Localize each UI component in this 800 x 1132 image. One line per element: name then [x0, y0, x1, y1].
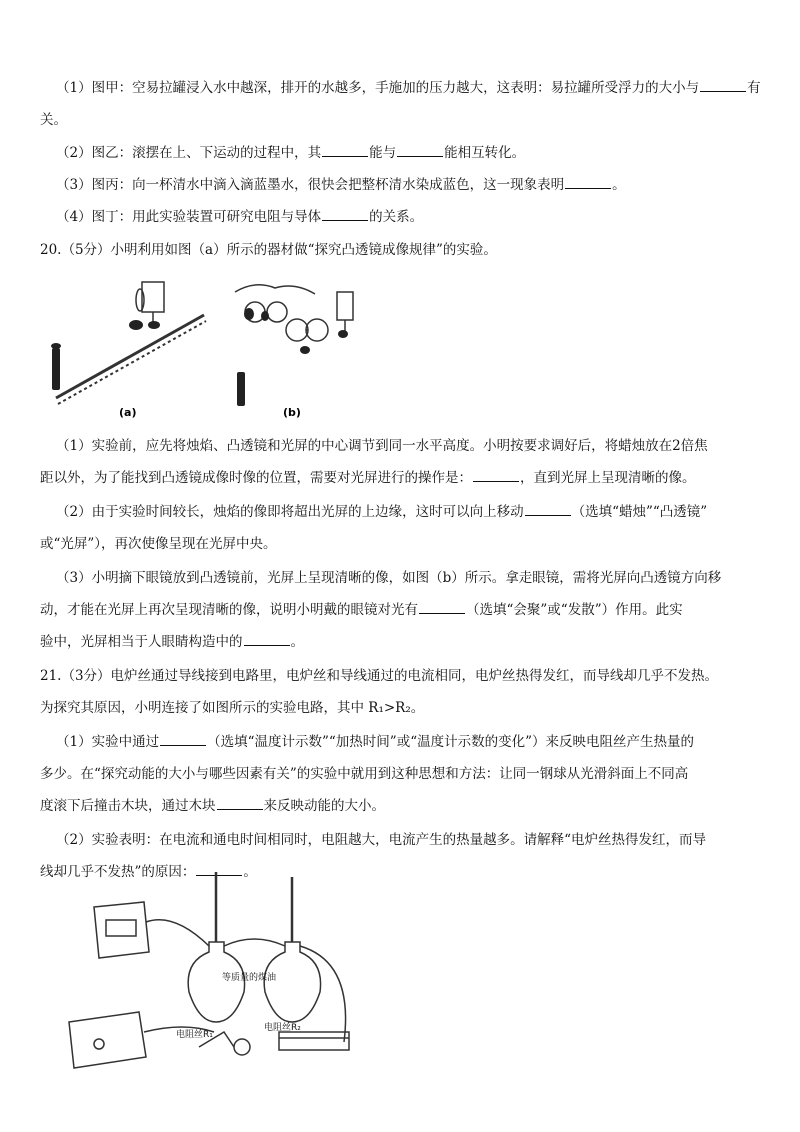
q19-item-3-tail: 。	[612, 177, 626, 193]
q21-part1-line1-tail: （选填“温度计示数”“加热时间”或“温度计示数的变化”）来反映电阻丝产生热量的	[207, 734, 695, 750]
answer-blank[interactable]	[419, 601, 465, 614]
q20-part2-line1-tail: （选填“蜡烛”“凸透镜”	[571, 504, 708, 520]
answer-blank[interactable]	[217, 797, 263, 810]
figure-label-r2: 电阻丝R₂	[264, 1023, 301, 1033]
q20-part3-line3-text: 验中，光屏相当于人眼睛构造中的	[40, 634, 243, 650]
q20-part3-line3	[40, 632, 304, 652]
q20-part2-line1-text: （2）由于实验时间较长，烛焰的像即将超出光屏的上边缘，这时可以向上移动	[56, 504, 524, 520]
answer-blank[interactable]	[700, 79, 746, 92]
q19-item-1-tail: 有	[747, 80, 761, 96]
q19-item-4-text: （4）图丁：用此实验装置可研究电阻与导体	[56, 209, 322, 225]
q21-line2: 为探究其原因，小明连接了如图所示的实验电路，其中 R₁>R₂。	[40, 700, 425, 716]
q20-part1-line1: （1）实验前，应先将烛焰、凸透镜和光屏的中心调节到同一水平高度。小明按要求调好后，将蜡烛放在2倍焦	[56, 438, 708, 454]
q21-part1-line1	[56, 732, 694, 752]
q20-part1-line2	[40, 468, 696, 488]
q21-part1-line1-text: （1）实验中通过	[56, 734, 160, 750]
figure-a-label: (a)	[119, 406, 137, 419]
q19-item-1	[56, 78, 761, 98]
figure-a-optical-bench	[44, 270, 214, 420]
figure-label-r1: 电阻丝R₁	[176, 1030, 213, 1040]
q21-part2-line2-tail: 。	[243, 864, 257, 880]
q19-item-3	[56, 175, 626, 195]
q20-part3-line2-text: 动，才能在光屏上再次呈现清晰的像，说明小明戴的眼镜对光有	[40, 602, 418, 618]
q19-item-1-text: （1）图甲：空易拉罐浸入水中越深，排开的水越多，手施加的压力越大，这表明：易拉罐所受浮力的大小与	[56, 80, 700, 96]
figure-label-kerosene: 等质量的煤油	[222, 973, 277, 983]
q21-part1-line2: 多少。在“探究动能的大小与哪些因素有关”的实验中就用到这种思想和方法：让同一钢球从光滑斜面上不同高	[40, 766, 689, 782]
q19-item-2-tail: 能相互转化。	[444, 145, 526, 161]
q21-header: 21.（3分）电炉丝通过导线接到电路里，电炉丝和导线通过的电流相同，电炉丝热得发红，而导线却几乎不发热。	[40, 668, 719, 684]
answer-blank[interactable]	[565, 176, 611, 189]
q19-item-2-mid: 能与	[369, 145, 397, 161]
q19-item-2-text: （2）图乙：滚摆在上、下运动的过程中，其	[56, 145, 322, 161]
q20-part1-line2-tail: ，直到光屏上呈现清晰的像。	[520, 470, 696, 486]
answer-blank[interactable]	[525, 503, 571, 516]
answer-blank[interactable]	[322, 208, 368, 221]
q20-part2-line2: 或“光屏”），再次使像呈现在光屏中央。	[40, 536, 277, 552]
q19-item-3-text: （3）图丙：向一杯清水中滴入滴蓝墨水，很快会把整杯清水染成蓝色，这一现象表明	[56, 177, 565, 193]
q21-part1-line3-text: 度滚下后撞击木块，通过木块	[40, 798, 216, 814]
q21-part1-line3	[40, 796, 385, 816]
q20-part3-line2	[40, 600, 683, 620]
answer-blank[interactable]	[244, 633, 290, 646]
q20-part3-line3-tail: 。	[290, 634, 304, 650]
q19-item-2	[56, 143, 525, 163]
q19-item-1-cont: 关。	[40, 112, 67, 128]
q20-part2-line1	[56, 502, 707, 522]
q20-header: 20.（5分）小明利用如图（a）所示的器材做“探究凸透镜成像规律”的实验。	[40, 242, 497, 258]
q21-part1-line3-tail: 来反映动能的大小。	[263, 798, 385, 814]
figure-b-glasses-setup	[225, 272, 365, 420]
figure-heating-circuit	[64, 872, 364, 1077]
answer-blank[interactable]	[473, 469, 519, 482]
q20-part3-line2-tail: （选填“会聚”或“发散”）作用。此实	[466, 602, 683, 618]
q19-item-4	[56, 207, 423, 227]
answer-blank[interactable]	[322, 144, 368, 157]
figure-b-label: (b)	[283, 406, 301, 419]
q21-part2-line2-text: 线却几乎不发热”的原因：	[40, 864, 196, 880]
answer-blank[interactable]	[397, 144, 443, 157]
q20-part1-line2-text: 距以外，为了能找到凸透镜成像时像的位置，需要对光屏进行的操作是：	[40, 470, 472, 486]
q19-item-4-tail: 的关系。	[369, 209, 424, 225]
q20-part3-line1: （3）小明摘下眼镜放到凸透镜前，光屏上呈现清晰的像，如图（b）所示。拿走眼镜，需将光屏向凸透镜方向移	[56, 570, 722, 586]
answer-blank[interactable]	[160, 733, 206, 746]
q21-part2-line1: （2）实验表明：在电流和通电时间相同时，电阻越大，电流产生的热量越多。请解释“电炉丝热得发红，而导	[56, 832, 706, 848]
